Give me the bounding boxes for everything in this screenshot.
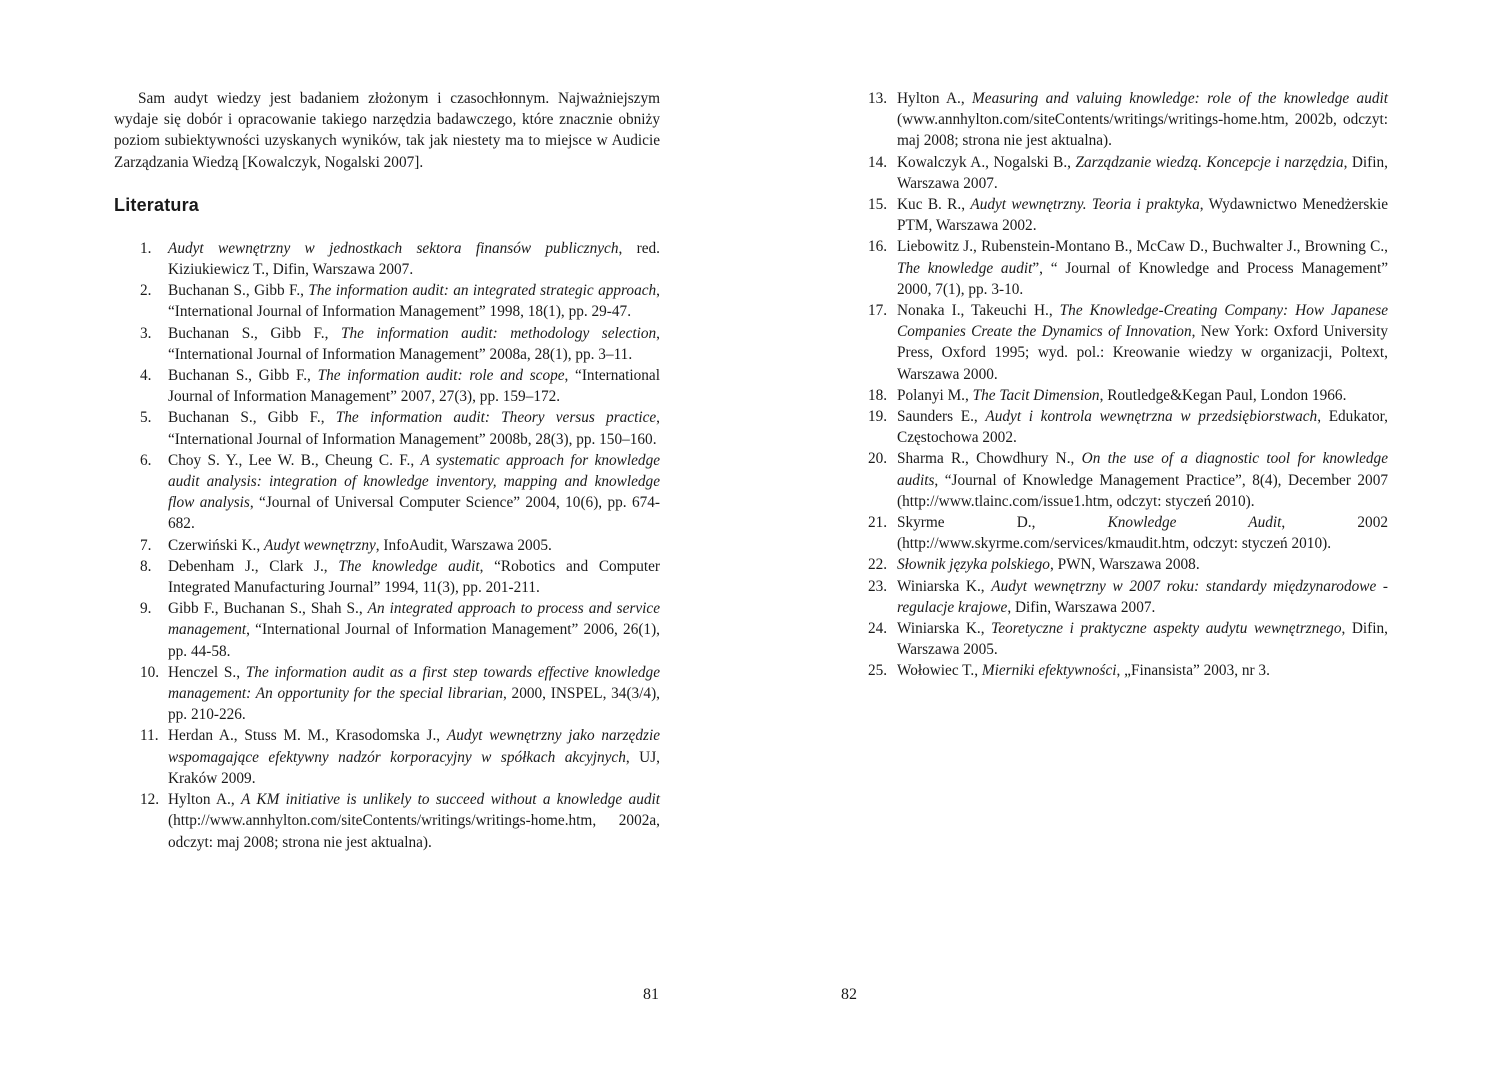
reference-item (140, 598, 660, 662)
reference-authors: Polanyi M., (897, 386, 973, 404)
reference-title: Measuring and valuing knowledge: role of the knowledge audit (972, 90, 1388, 107)
reference-title: The information audit: Theory versus practice (335, 409, 657, 427)
reference-details: , 2000, INSPEL, 34(3/4), pp. 210-226. (168, 685, 660, 724)
reference-authors: Liebowitz J., Rubenstein-Montano B., McCaw D., Buchwalter J., Browning C., (897, 238, 1388, 256)
reference-number: 10. (140, 663, 160, 681)
reference-item (140, 535, 660, 556)
reference-title: Knowledge Audit (1107, 514, 1282, 532)
reference-details: (www.annhylton.com/siteContents/writings/writings-home.htm, 2002b, odczyt: maj 2008; strona nie jest aktualna). (897, 111, 1388, 150)
reference-details: , “Journal of Universal Computer Science” 2004, 10(6), pp. 674-682. (168, 494, 660, 533)
reference-details: , 2002 (http://www.skyrme.com/services/kmaudit.htm, odczyt: styczeń 2010). (897, 514, 1388, 553)
reference-title: On the use of a diagnostic tool for knowledge audits (897, 450, 1388, 489)
reference-title: The information audit as a first step towards effective knowledge management: An opportunity for the special librarian (168, 663, 660, 703)
reference-item (868, 618, 1388, 660)
reference-details: , “International Journal of Information Management” 2006, 26(1), pp. 44-58. (168, 621, 660, 660)
reference-item (140, 789, 660, 853)
reference-details: , New York: Oxford University Press, Oxford 1995; wyd. pol.: Kreowanie wiedzy w organizacji, Poltext, Warszawa 2000. (897, 323, 1388, 383)
reference-list-left (114, 238, 660, 853)
reference-authors: Wołowiec T., (897, 662, 982, 680)
left-page (114, 0, 660, 1068)
reference-authors: Czerwiński K., (168, 536, 265, 554)
reference-title: The information audit: an integrated strategic approach (308, 282, 657, 300)
reference-item (140, 323, 660, 365)
reference-title: Audyt wewnętrzny. Teoria i praktyka (970, 196, 1200, 214)
page-number-right: 82 (841, 986, 857, 1003)
reference-details: , „Finansista” 2003, nr 3. (1116, 662, 1270, 680)
reference-list-right (868, 88, 1388, 682)
reference-number: 16. (868, 238, 888, 256)
reference-title: A systematic approach for knowledge audit analysis: integration of knowledge inventory, mapping and knowledge flow analysis (168, 451, 661, 512)
reference-title: Teoretyczne i praktyczne aspekty audytu wewnętrznego (991, 620, 1342, 638)
reference-item (140, 280, 660, 322)
reference-number: 20. (868, 450, 888, 468)
reference-number: 6. (140, 451, 152, 469)
reference-item (868, 554, 1388, 575)
reference-item (868, 152, 1388, 194)
reference-number: 14. (868, 153, 888, 171)
reference-title: The information audit: role and scope (317, 367, 565, 385)
reference-item (868, 512, 1388, 554)
reference-item (868, 385, 1388, 406)
intro-paragraph: Sam audyt wiedzy jest badaniem złożonym i czasochłonnym. Najważniejszym wydaje się dobór i opracowanie takiego narzędzia badawczego, które znacznie obniży poziom subiektywności uzyskanych wyników, tak jak niestety ma to miejsce w Audicie Zarządzania Wiedzą [Kowalczyk, Nogalski 2007]. (114, 90, 660, 171)
reference-details: , “Journal of Knowledge Management Practice”, 8(4), December 2007 (http://www.tlainc.com/issue1.htm, odczyt: styczeń 2010). (897, 471, 1388, 510)
reference-details: , “International Journal of Information Management” 1998, 18(1), pp. 29-47. (168, 282, 660, 321)
reference-item (868, 194, 1388, 236)
reference-authors: Henczel S., (168, 663, 246, 681)
reference-title: The knowledge audit (897, 259, 1033, 277)
reference-item (140, 556, 660, 598)
reference-authors: Saunders E., (897, 408, 986, 426)
reference-number: 1. (140, 239, 152, 257)
reference-details: , Difin, Warszawa 2007. (1007, 598, 1156, 616)
reference-authors: Buchanan S., Gibb F., (168, 409, 336, 427)
reference-title: The Knowledge-Creating Company: How Japanese Companies Create the Dynamics of Innovation (897, 302, 1388, 341)
reference-item (868, 236, 1388, 300)
reference-title: The information audit: methodology selection (340, 324, 657, 342)
reference-number: 2. (140, 282, 152, 300)
reference-details: , “Robotics and Computer Integrated Manufacturing Journal” 1994, 11(3), pp. 201-211. (168, 557, 660, 597)
reference-number: 8. (140, 557, 152, 575)
reference-title: Mierniki efektywności (981, 662, 1117, 680)
reference-number: 17. (868, 302, 888, 320)
reference-number: 23. (868, 577, 888, 595)
reference-item (868, 660, 1388, 681)
reference-title: Audyt wewnętrzny w 2007 roku: standardy międzynarodowe - regulacje krajowe (897, 577, 1389, 616)
reference-details: , InfoAudit, Warszawa 2005. (375, 536, 552, 554)
reference-item (140, 407, 660, 449)
reference-number: 15. (868, 196, 888, 214)
reference-details: , Edukator, Częstochowa 2002. (897, 408, 1388, 447)
reference-number: 3. (140, 324, 152, 342)
reference-item (140, 365, 660, 407)
reference-title: Audyt i kontrola wewnętrzna w przedsiębiorstwach (985, 408, 1318, 426)
reference-item (868, 448, 1388, 512)
reference-authors: Buchanan S., Gibb F., (168, 367, 318, 385)
reference-item (868, 300, 1388, 385)
reference-title: Słownik języka polskiego (897, 556, 1050, 574)
reference-title: An integrated approach to process and service management (168, 600, 660, 639)
reference-authors: Buchanan S., Gibb F., (168, 282, 309, 300)
reference-number: 4. (140, 367, 152, 385)
reference-number: 13. (868, 90, 888, 107)
reference-authors: Hylton A., (168, 791, 241, 809)
reference-title: The Tacit Dimension (972, 386, 1100, 404)
reference-number: 22. (868, 556, 888, 574)
reference-authors: Buchanan S., Gibb F., (168, 324, 341, 342)
reference-number: 24. (868, 620, 888, 638)
reference-details: ”, “ Journal of Knowledge and Process Management” 2000, 7(1), pp. 3-10. (897, 259, 1388, 298)
reference-authors: Choy S. Y., Lee W. B., Cheung C. F., (168, 451, 421, 469)
right-page (868, 0, 1388, 1068)
reference-authors: Nonaka I., Takeuchi H., (897, 302, 1060, 320)
reference-item (868, 88, 1388, 152)
reference-title: Audyt wewnętrzny jako narzędzie wspomagające efektywny nadzór korporacyjny w spółkach akcyjnych (168, 727, 660, 766)
reference-details: (http://www.annhylton.com/siteContents/writings/writings-home.htm, 2002a, odczyt: maj 2008; strona nie jest aktualna). (168, 812, 660, 851)
reference-details: , Difin, Warszawa 2007. (897, 153, 1388, 192)
reference-authors: Gibb F., Buchanan S., Shah S., (168, 600, 368, 618)
reference-number: 7. (140, 536, 152, 554)
reference-item (140, 238, 660, 280)
reference-number: 25. (868, 662, 888, 680)
reference-item (140, 450, 660, 535)
reference-details: , Difin, Warszawa 2005. (897, 620, 1389, 659)
reference-number: 11. (140, 727, 159, 745)
reference-details: , “International Journal of Information Management” 2007, 27(3), pp. 159–172. (168, 367, 660, 406)
reference-title: Audyt wewnętrzny (264, 536, 376, 554)
reference-number: 12. (140, 791, 160, 809)
reference-details: , Wydawnictwo Menedżerskie PTM, Warszawa 2002. (897, 196, 1388, 235)
reference-number: 18. (868, 386, 888, 404)
reference-authors: Herdan A., Stuss M. M., Krasodomska J., (168, 727, 447, 745)
reference-authors: Skyrme D., (897, 514, 1108, 532)
reference-details: , PWN, Warszawa 2008. (1049, 556, 1200, 574)
section-heading: Literatura (114, 194, 200, 215)
reference-title: A KM initiative is unlikely to succeed without a knowledge audit (241, 791, 660, 809)
reference-title: The knowledge audit (338, 557, 480, 575)
reference-number: 21. (868, 514, 888, 532)
page-number-left: 81 (643, 986, 659, 1003)
reference-authors: Sharma R., Chowdhury N., (897, 450, 1082, 468)
reference-number: 5. (140, 409, 152, 427)
reference-authors: Winiarska K., (897, 620, 992, 638)
reference-authors: Winiarska K., (897, 577, 992, 595)
reference-details: , “International Journal of Information Management” 2008a, 28(1), pp. 3–11. (168, 324, 660, 363)
reference-authors: Hylton A., (897, 90, 973, 107)
reference-authors: Debenham J., Clark J., (168, 557, 339, 575)
reference-details: , UJ, Kraków 2009. (168, 748, 660, 787)
reference-number: 9. (140, 600, 152, 618)
reference-number: 19. (868, 408, 888, 426)
reference-title: Zarządzanie wiedzą. Koncepcje i narzędzia (1075, 153, 1344, 171)
reference-item (868, 406, 1388, 448)
reference-title: Audyt wewnętrzny w jednostkach sektora finansów publicznych (168, 239, 619, 257)
reference-authors: Kuc B. R., (897, 196, 971, 214)
reference-authors: Kowalczyk A., Nogalski B., (897, 153, 1076, 171)
reference-details: , red. Kiziukiewicz T., Difin, Warszawa 2007. (168, 239, 660, 279)
reference-details: , “International Journal of Information Management” 2008b, 28(3), pp. 150–160. (168, 409, 660, 448)
reference-details: , Routledge&Kegan Paul, London 1966. (1099, 386, 1347, 404)
reference-item (140, 662, 660, 726)
reference-item (140, 725, 660, 789)
reference-item (868, 576, 1388, 618)
